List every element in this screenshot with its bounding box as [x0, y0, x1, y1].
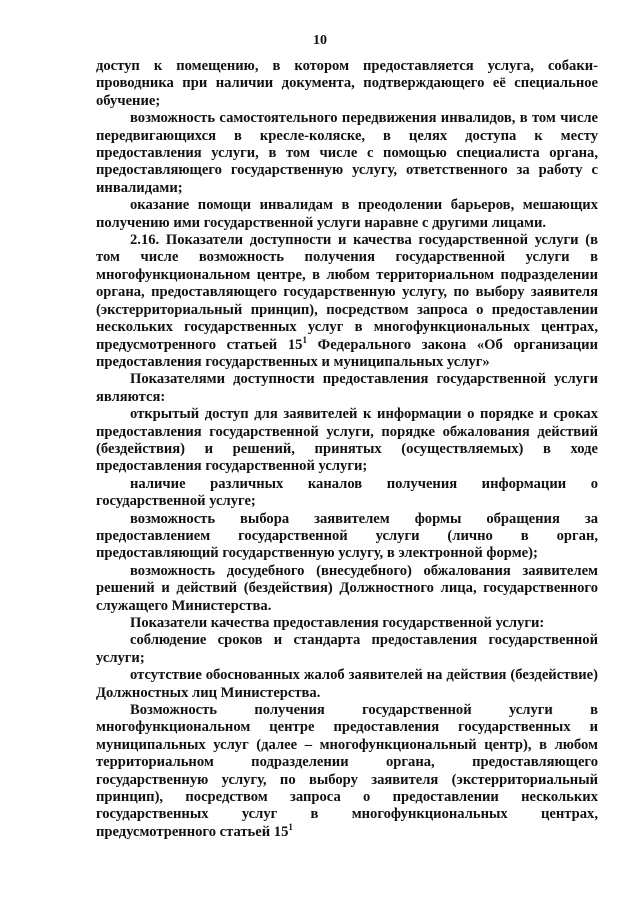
paragraph-open-access: открытый доступ для заявителей к информации о порядке и сроках предоставления государственной услуги, порядке обжалования действий (бездействия) и решений, принятых (осуществляемых) в ходе предоставления государственной услуги;	[96, 406, 598, 475]
paragraph-barrier-help: оказание помощи инвалидам в преодолении барьеров, мешающих получению ими государственной услуги наравне с другими лицами.	[96, 197, 598, 231]
paragraph-text: 2.16. Показатели доступности и качества государственной услуги (в том числе возможность получения государственной услуги в многофункциональном центре, в любом территориальном подразделении органа, предоставляющего государственную услугу, по выбору заявителя (экстерриториальный принцип), посредством запроса о предоставлении нескольких государственных услуг в многофункциональных центрах, предусмотренного статьей 15	[96, 232, 598, 353]
superscript: 1	[288, 822, 293, 833]
paragraph-form-choice: возможность выбора заявителем формы обращения за предоставлением государственной услуги (лично в орган, предоставляющий государственную услугу, в электронной форме);	[96, 510, 598, 562]
paragraph-self-movement: возможность самостоятельного передвижения инвалидов, в том числе передвигающихся в кресле-коляске, в целях доступа к месту предоставления услуги, в том числе с помощью специалиста органа, предоставляющего государственную услугу, ответственного за работу с инвалидами;	[96, 110, 598, 196]
paragraph-info-channels: наличие различных каналов получения информации о государственной услуге;	[96, 475, 598, 510]
paragraph-text: Федерального закона «Об организации предоставления государственных и муниципальных услуг»	[96, 336, 599, 370]
superscript: 1	[302, 334, 307, 345]
paragraph-quality-heading: Показатели качества предоставления государственной услуги:	[130, 615, 545, 631]
page-number: 10	[313, 33, 327, 48]
paragraph-pretrial-appeal: возможность досудебного (внесудебного) обжалования заявителем решений и действий (бездействия) Должностного лица, государственного служащего Министерства.	[96, 562, 598, 614]
paragraph-mfc-possibility	[96, 702, 598, 841]
paragraph-text: Возможность получения государственной услуги в многофункциональном центре предоставления государственных и муниципальных услуг (далее – многофункциональный центр), в любом территориальном подразделении органа, предоставляющего государственную услугу, по выбору заявителя (экстерриториальный принцип), посредством запроса о предоставлении нескольких государственных услуг в многофункциональных центрах, предусмотренного статьей 15	[96, 702, 598, 840]
paragraph-2-16-indicators	[96, 232, 598, 371]
paragraph-no-complaints: отсутствие обоснованных жалоб заявителей на действия (бездействие) Должностных лиц Министерства.	[96, 667, 598, 701]
paragraph-accessibility-heading: Показателями доступности предоставления государственной услуги являются:	[96, 371, 598, 405]
paragraph-guide-dog: доступ к помещению, в котором предоставляется услуга, собаки-проводника при наличии документа, подтверждающего её специальное обучение;	[96, 58, 598, 109]
document-body	[96, 58, 598, 841]
paragraph-deadlines: соблюдение сроков и стандарта предоставления государственной услуги;	[96, 632, 598, 666]
